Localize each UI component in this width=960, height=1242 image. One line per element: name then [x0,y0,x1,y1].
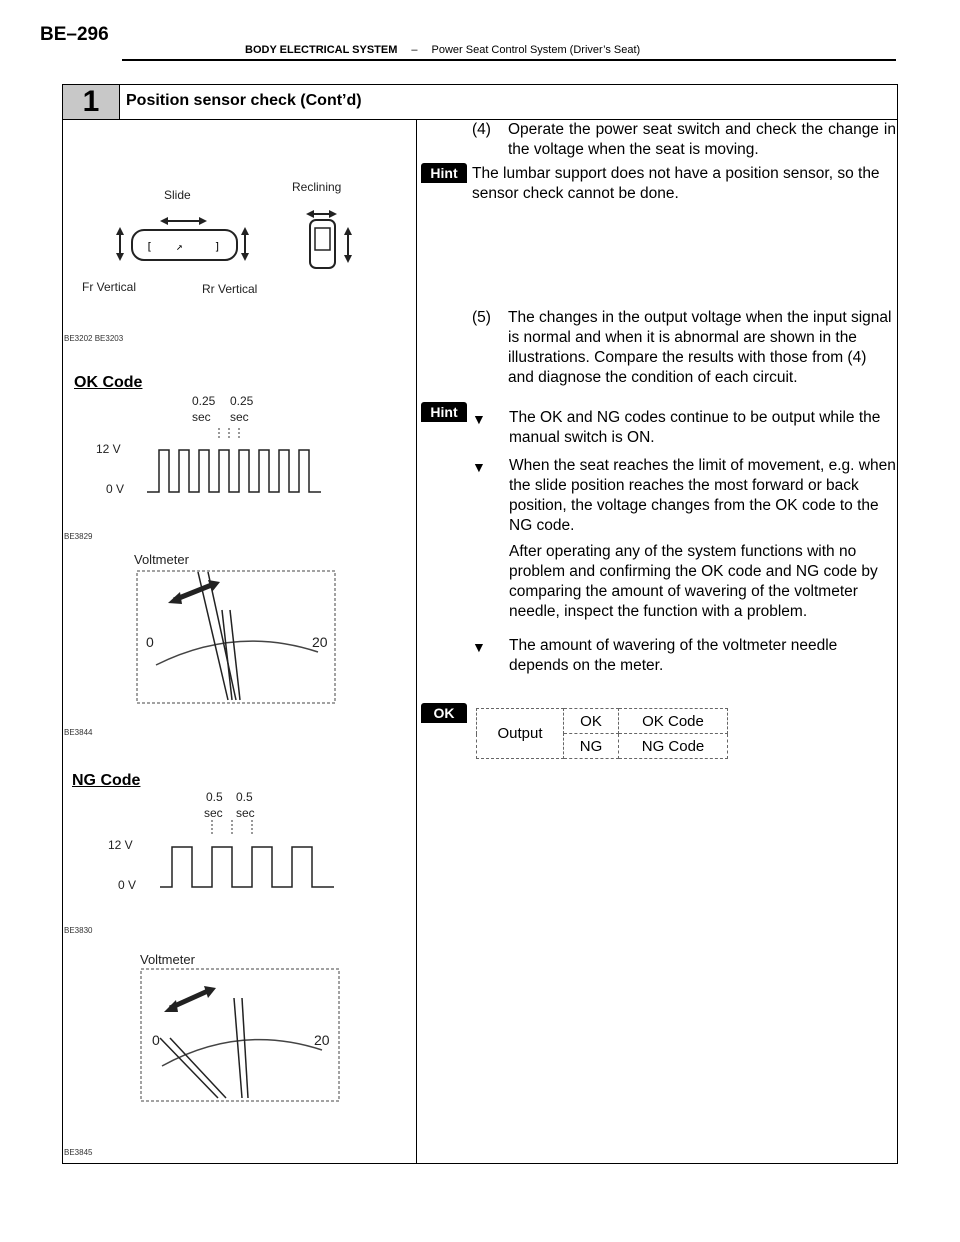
ng-meter-figure-code: BE3845 [64,1148,93,1157]
svg-text:↗: ↗ [176,240,183,253]
ok-t2: 0.25 [230,394,254,408]
hint-bullet-1 [472,408,896,448]
ng-vhigh: 12 V [108,838,133,852]
ng-voltmeter-title: Voltmeter [140,952,195,967]
hint-bullet-2 [472,456,896,622]
svg-text:[: [ [146,240,153,253]
bullet-2-continued: After operating any of the system functions with no problem and confirming the OK code and NG code by comparing the amount of wavering of the voltmeter needle, inspect the function with a problem. [509,543,878,620]
table-cell-code: NG Code [619,734,728,759]
ng-vlow: 0 V [118,878,137,892]
bullet-icon: ▼ [472,411,486,427]
output-table-wrapper [476,708,728,759]
step-4-number: (4) [472,121,491,138]
step-4-text: Operate the power seat switch and check the change in the voltage when the seat is moving. [508,121,896,158]
ng-t2: 0.5 [236,790,253,804]
hint-1-text: The lumbar support does not have a position sensor, so the sensor check cannot be done. [472,165,880,202]
ng-code-caption: NG Code [72,772,141,789]
bullet-1-text: The OK and NG codes continue to be output while the manual switch is ON. [509,409,881,446]
table-cell-result: OK [564,709,619,734]
header-separator: – [411,44,418,56]
ok-badge: OK [421,703,467,723]
ok-t2-unit: sec [230,410,249,424]
ok-vhigh: 12 V [96,442,121,456]
ok-t1-unit: sec [192,410,211,424]
page-number: BE–296 [40,24,109,45]
bullet-icon: ▼ [472,639,486,655]
step-5-text: The changes in the output voltage when the input signal is normal and when it is abnormal are shown in the illustrations. Compare the results with those from (4) and diagnose the condition of each circuit. [508,309,892,386]
section-title: BODY ELECTRICAL SYSTEM [245,44,398,56]
ok-meter-figure-code: BE3844 [64,728,93,737]
ng-voltmeter-svg [140,968,340,1103]
bullet-3-text: The amount of wavering of the voltmeter needle depends on the meter. [509,637,838,674]
ok-voltmeter-svg [136,570,336,705]
ng-voltmeter [140,968,340,1108]
ok-code-figure-code: BE3829 [64,532,93,541]
table-cell-code: OK Code [619,709,728,734]
seat-switch-figure [80,170,380,330]
table-row [477,709,728,734]
ng-voltmeter-min: 0 [152,1032,160,1048]
svg-text:]: ] [214,240,221,253]
slide-label: Slide [164,188,191,202]
fr-vertical-label: Fr Vertical [82,280,137,294]
procedure-step-4 [472,120,896,160]
ng-code-figure-code: BE3830 [64,926,93,935]
seat-switch-illustration [80,170,380,330]
header-rule [122,59,896,61]
ok-voltmeter-max: 20 [312,634,328,650]
running-header [245,44,640,56]
ok-t1: 0.25 [192,394,216,408]
ng-waveform [158,815,338,900]
ng-t1: 0.5 [206,790,223,804]
ng-t2-unit: sec [236,806,255,820]
hint-badge-2: Hint [421,402,467,422]
procedure-step-5 [472,308,896,388]
ng-t1-unit: sec [204,806,223,820]
step-title: Position sensor check (Cont’d) [126,92,362,109]
reclining-label: Reclining [292,180,342,194]
ok-waveform-svg [145,420,335,500]
ok-voltmeter [136,570,336,710]
ng-waveform-svg [158,815,338,895]
output-table [476,708,728,759]
step-number: 1 [62,84,120,120]
title-separator [119,84,120,120]
hint-bullet-3 [472,636,896,676]
column-divider [416,119,417,1164]
bullet-icon: ▼ [472,459,486,475]
step-5-number: (5) [472,309,491,326]
table-row-header: Output [477,709,564,759]
subsection-title: Power Seat Control System (Driver’s Seat) [431,44,641,56]
ok-voltmeter-title: Voltmeter [134,552,189,567]
ok-waveform [145,420,335,505]
table-cell-result: NG [564,734,619,759]
ok-code-caption: OK Code [74,374,143,391]
ng-voltmeter-max: 20 [314,1032,330,1048]
ok-vlow: 0 V [106,482,125,496]
hint-badge-1: Hint [421,163,467,183]
ok-voltmeter-min: 0 [146,634,154,650]
rr-vertical-label: Rr Vertical [202,282,258,296]
figure-code: BE3202 BE3203 [64,334,124,343]
bullet-2-text: When the seat reaches the limit of movement, e.g. when the slide position reaches the most forward or back position, the voltage changes from the OK code to the NG code. [509,457,896,534]
